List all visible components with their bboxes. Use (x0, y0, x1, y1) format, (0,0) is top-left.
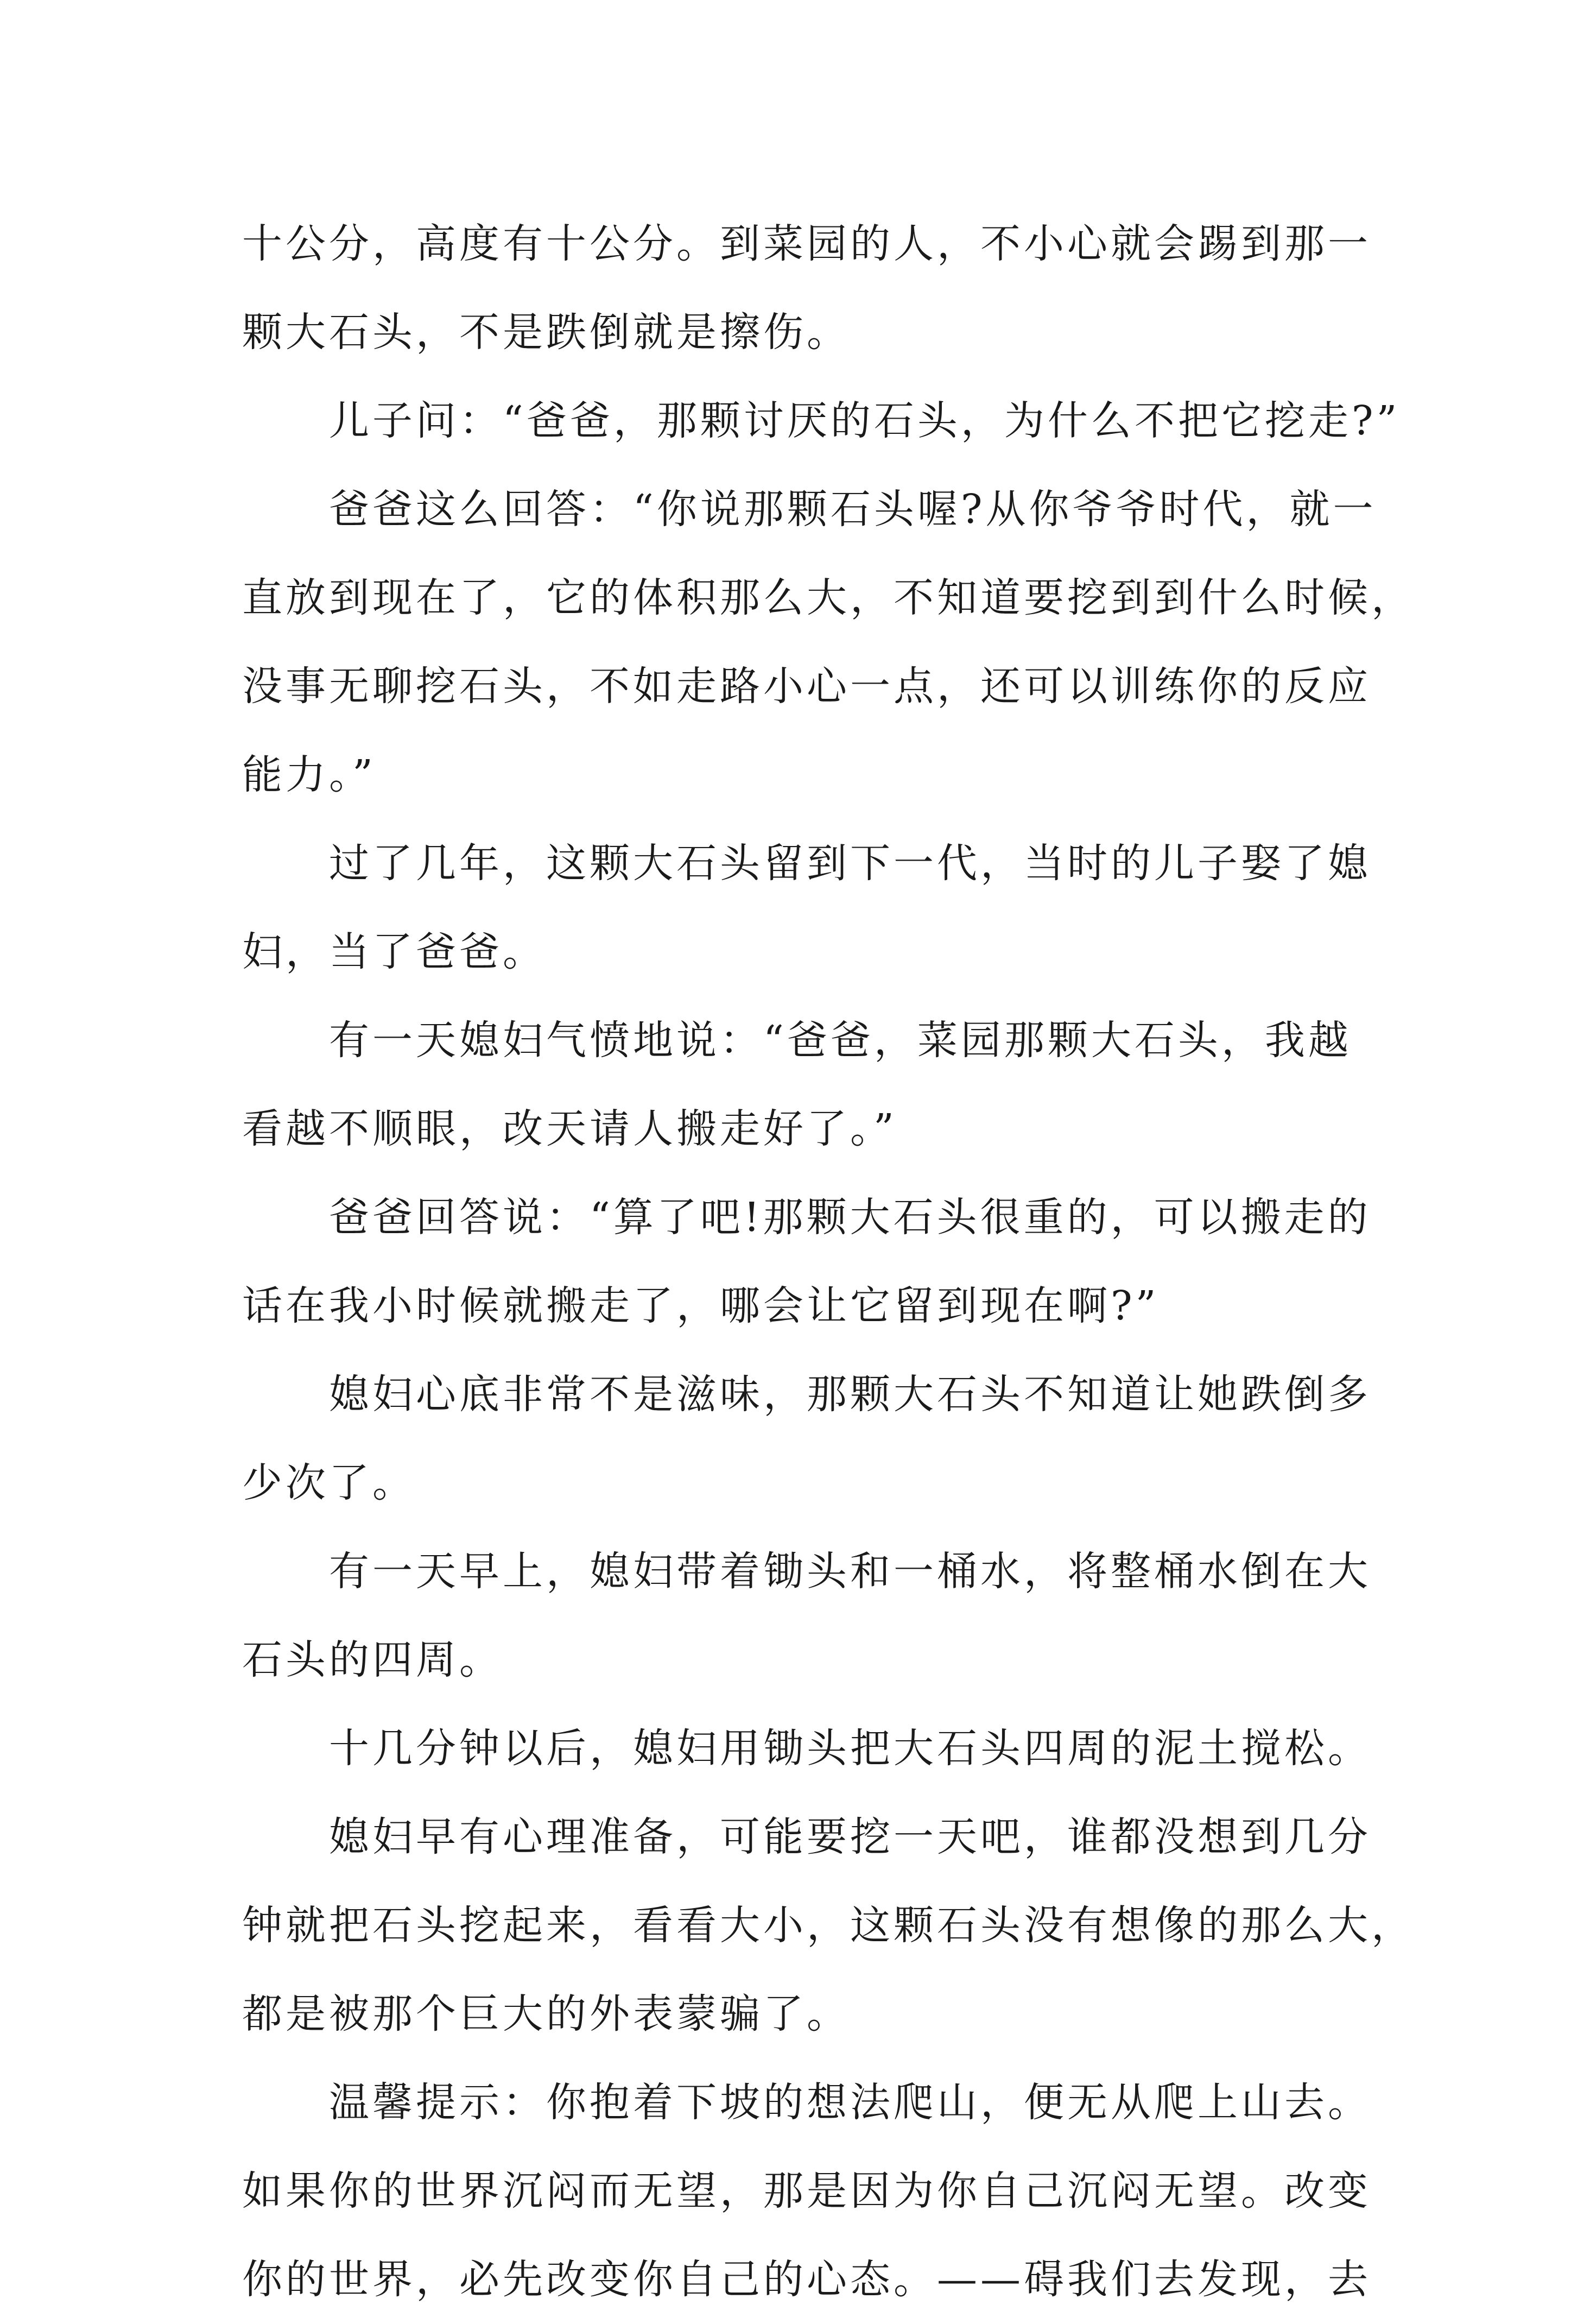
text-line: 能力。” (242, 751, 376, 798)
paragraph-first-line: 媳妇心底非常不是滋味，那颗大石头不知道让她跌倒多 (329, 1371, 1371, 1418)
text-line: 没事无聊挖石头，不如走路小心一点，还可以训练你的反应 (242, 663, 1371, 710)
text-line: 看越不顺眼，改天请人搬走好了。” (242, 1106, 897, 1152)
paragraph-first-line: 有一天早上，媳妇带着锄头和一桶水，将整桶水倒在大 (329, 1548, 1371, 1595)
paragraph-first-line: 温馨提示：你抱着下坡的想法爬山，便无从爬上山去。 (329, 2079, 1371, 2126)
paragraph-first-line: 媳妇早有心理准备，可能要挖一天吧，谁都没想到几分 (329, 1814, 1371, 1860)
text-line: 少次了。 (242, 1460, 416, 1506)
text-line: 你的世界，必先改变你自己的心态。——碍我们去发现，去 (242, 2256, 1371, 2303)
text-line: 钟就把石头挖起来，看看大小，这颗石头没有想像的那么大， (242, 1902, 1415, 1949)
paragraph-first-line: 爸爸回答说：“算了吧!那颗大石头很重的，可以搬走的 (329, 1194, 1371, 1241)
body-text (242, 200, 1415, 2324)
text-line: 都是被那个巨大的外表蒙骗了。 (242, 1991, 850, 2037)
paragraph-first-line: 有一天媳妇气愤地说：“爸爸，菜园那颗大石头，我越 (329, 1017, 1352, 1064)
paragraph-first-line: 儿子问：“爸爸，那颗讨厌的石头，为什么不把它挖走?” (329, 397, 1401, 444)
paragraph-first-line: 十几分钟以后，媳妇用锄头把大石头四周的泥土搅松。 (329, 1725, 1371, 1772)
text-line: 石头的四周。 (242, 1637, 503, 1683)
paragraph-first-line: 爸爸这么回答：“你说那颗石头喔?从你爷爷时代，就一 (329, 486, 1377, 533)
text-line: 妇，当了爸爸。 (242, 929, 546, 975)
text-line: 颗大石头，不是跌倒就是擦伤。 (242, 309, 850, 356)
text-line: 如果你的世界沉闷而无望，那是因为你自己沉闷无望。改变 (242, 2168, 1371, 2214)
text-line: 话在我小时候就搬走了，哪会让它留到现在啊?” (242, 1283, 1160, 1329)
paragraph-first-line: 过了几年，这颗大石头留到下一代，当时的儿子娶了媳 (329, 840, 1371, 887)
text-line: 十公分，高度有十公分。到菜园的人，不小心就会踢到那一 (242, 220, 1371, 267)
text-line: 直放到现在了，它的体积那么大，不知道要挖到到什么时候， (242, 574, 1415, 621)
